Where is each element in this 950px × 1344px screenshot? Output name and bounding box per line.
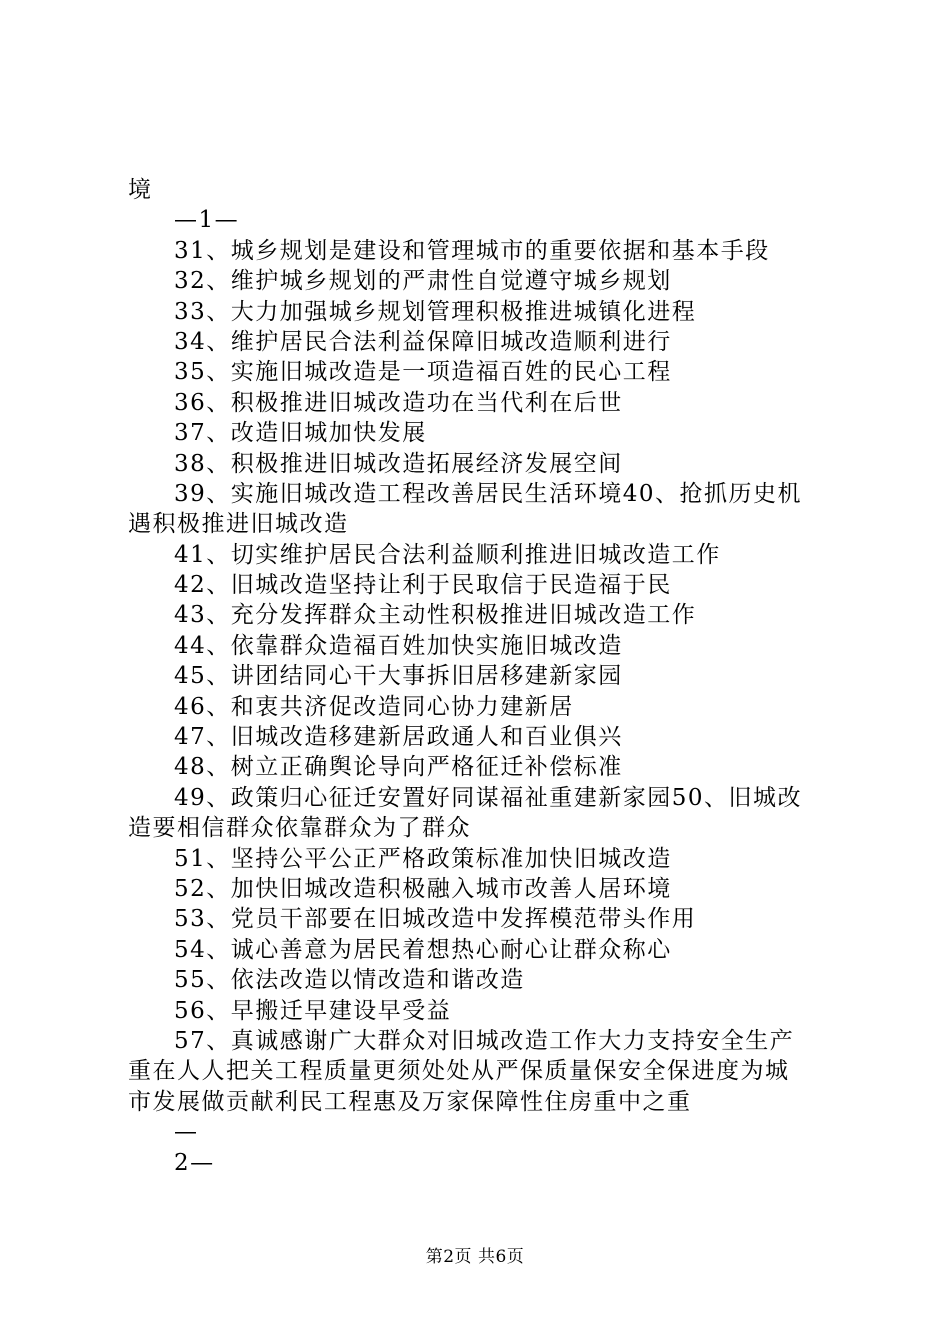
text-line: 32、维护城乡规划的严肃性自觉遵守城乡规划 [174,268,672,295]
text-line: 49、政策归心征迁安置好同谋福祉重建新家园50、旧城改 [174,784,803,811]
text-line: 45、讲团结同心干大事拆旧居移建新家园 [174,663,623,690]
text-line: 重在人人把关工程质量更须处处从严保质量保安全保进度为城 [128,1058,790,1085]
text-line: 56、早搬迁早建设早受益 [174,997,452,1024]
text-line: 35、实施旧城改造是一项造福百姓的民心工程 [174,359,672,386]
text-line: 48、树立正确舆论导向严格征迁补偿标准 [174,754,623,781]
text-line: —1— [174,207,240,234]
text-line: 遇积极推进旧城改造 [128,511,349,538]
text-line: 市发展做贡献利民工程惠及万家保障性住房重中之重 [128,1088,692,1115]
text-line: 41、切实维护居民合法利益顺利推进旧城改造工作 [174,541,721,568]
text-line: 43、充分发挥群众主动性积极推进旧城改造工作 [174,602,697,629]
text-line: 42、旧城改造坚持让利于民取信于民造福于民 [174,572,672,599]
text-line: 31、城乡规划是建设和管理城市的重要依据和基本手段 [174,237,770,264]
text-line: 53、党员干部要在旧城改造中发挥模范带头作用 [174,906,697,933]
text-line: 34、维护居民合法利益保障旧城改造顺利进行 [174,328,672,355]
document-body [128,175,838,1178]
text-line: 37、改造旧城加快发展 [174,420,427,447]
text-line: 境 [128,177,153,203]
text-line: 57、真诚感谢广大群众对旧城改造工作大力支持安全生产 [174,1027,795,1054]
page-footer: 第2页 共6页 [425,1247,525,1267]
text-line: — [174,1119,199,1146]
text-line: 36、积极推进旧城改造功在当代利在后世 [174,389,623,416]
text-line: 44、依靠群众造福百姓加快实施旧城改造 [174,632,623,659]
text-line: 46、和衷共济促改造同心协力建新居 [174,693,574,720]
text-line: 47、旧城改造移建新居政通人和百业俱兴 [174,724,623,751]
text-line: 51、坚持公平公正严格政策标准加快旧城改造 [174,845,672,872]
text-line: 造要相信群众依靠群众为了群众 [128,815,471,842]
text-line: 52、加快旧城改造积极融入城市改善人居环境 [174,875,672,902]
text-line: 55、依法改造以情改造和谐改造 [174,967,525,994]
text-line: 38、积极推进旧城改造拓展经济发展空间 [174,450,623,477]
text-line: 54、诚心善意为居民着想热心耐心让群众称心 [174,936,672,963]
text-line: 2— [174,1149,215,1176]
text-line: 33、大力加强城乡规划管理积极推进城镇化进程 [174,298,697,325]
text-line: 39、实施旧城改造工程改善居民生活环境40、抢抓历史机 [174,480,803,507]
